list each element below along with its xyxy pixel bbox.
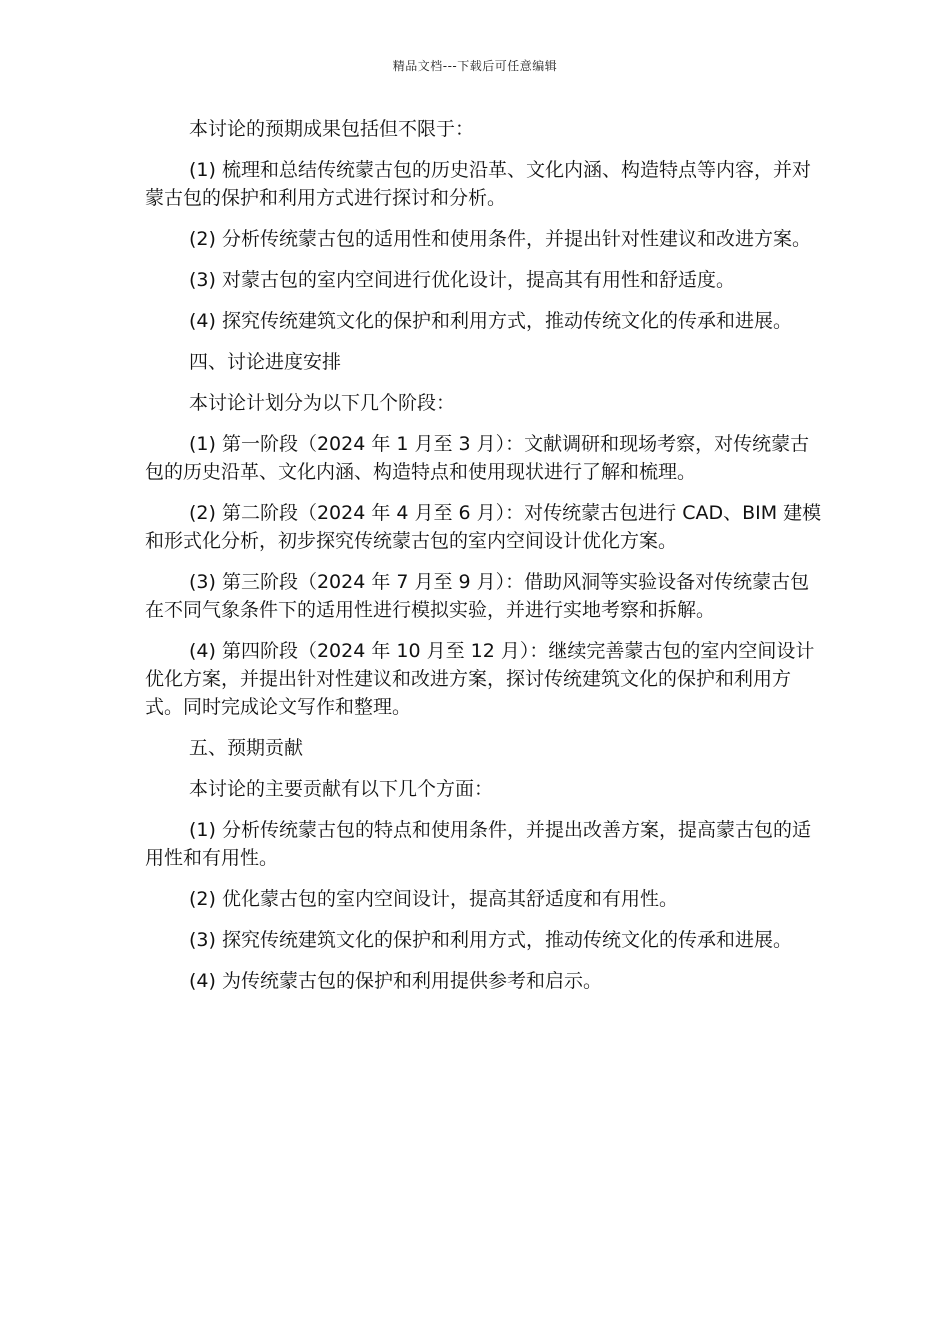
paragraph-schedule-intro: 本讨论计划分为以下几个阶段： — [189, 392, 456, 414]
paragraph-stage-4: (4) 第四阶段（2024 年 10 月至 12 月）：继续完善蒙古包的室内空间设计优化方案，并提出针对性建议和改进方案，探讨传统建筑文化的保护和利用方式。同时完成论文写作和整理。 — [145, 640, 815, 718]
paragraph-stage-1: (1) 第一阶段（2024 年 1 月至 3 月）：文献调研和现场考察，对传统蒙古包的历史沿革、文化内涵、构造特点和使用现状进行了解和梳理。 — [145, 433, 810, 483]
paragraph-stage-3: (3) 第三阶段（2024 年 7 月至 9 月）：借助风洞等实验设备对传统蒙古包在不同气象条件下的适用性进行模拟实验，并进行实地考察和拆解。 — [145, 571, 810, 621]
paragraph-contribution-2: (2) 优化蒙古包的室内空间设计，提高其舒适度和有用性。 — [189, 888, 678, 910]
section-heading-contributions: 五、预期贡献 — [189, 737, 304, 759]
paragraph-outcome-1: (1) 梳理和总结传统蒙古包的历史沿革、文化内涵、构造特点等内容，并对蒙古包的保护和利用方式进行探讨和分析。 — [145, 159, 811, 209]
paragraph-expected-outcomes-intro: 本讨论的预期成果包括但不限于： — [189, 118, 475, 140]
document-body — [145, 115, 825, 1008]
paragraph-outcome-2: (2) 分析传统蒙古包的适用性和使用条件，并提出针对性建议和改进方案。 — [189, 228, 811, 250]
paragraph-outcome-3: (3) 对蒙古包的室内空间进行优化设计，提高其有用性和舒适度。 — [189, 269, 735, 291]
paragraph-contribution-4: (4) 为传统蒙古包的保护和利用提供参考和启示。 — [189, 970, 602, 992]
paragraph-contribution-1: (1) 分析传统蒙古包的特点和使用条件，并提出改善方案，提高蒙古包的适用性和有用性。 — [145, 819, 811, 869]
section-heading-schedule: 四、讨论进度安排 — [189, 351, 342, 373]
paragraph-outcome-4: (4) 探究传统建筑文化的保护和利用方式，推动传统文化的传承和进展。 — [189, 310, 792, 332]
paragraph-contribution-3: (3) 探究传统建筑文化的保护和利用方式，推动传统文化的传承和进展。 — [189, 929, 792, 951]
paragraph-contributions-intro: 本讨论的主要贡献有以下几个方面： — [189, 778, 494, 800]
page-header: 精品文档---下载后可任意编辑 — [392, 59, 558, 73]
paragraph-stage-2: (2) 第二阶段（2024 年 4 月至 6 月）：对传统蒙古包进行 CAD、BIM 建模和形式化分析，初步探究传统蒙古包的室内空间设计优化方案。 — [145, 502, 822, 552]
